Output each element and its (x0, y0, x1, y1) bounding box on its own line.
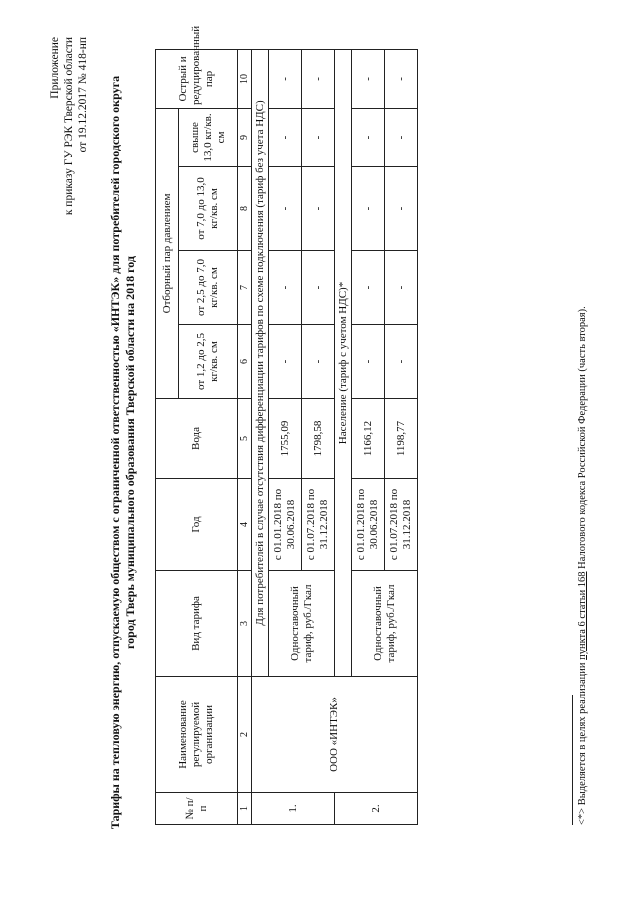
document-title (108, 0, 138, 905)
section-1-num: 1. (252, 793, 335, 825)
water-value: 1198,77 (385, 399, 418, 479)
title-line-1: Тарифы на тепловую энергию, отпускаемую обществом с ограниченной ответственностью «ИНТЭК» для потребителей городского округа (108, 75, 122, 830)
column-numbers-row (238, 49, 252, 824)
footnote-prefix: <*> Выделяется в целях реализации (577, 662, 588, 825)
header-year: Год (156, 479, 238, 571)
period-cell: с 01.07.2018 по 31.12.2018 (302, 479, 335, 571)
period-cell: с 01.01.2018 по 30.06.2018 (352, 479, 385, 571)
header-water: Вода (156, 399, 238, 479)
header-row (156, 49, 179, 824)
steam-2-value: - (269, 251, 302, 325)
period-cell: с 01.01.2018 по 30.06.2018 (269, 479, 302, 571)
period-cell: с 01.07.2018 по 31.12.2018 (385, 479, 418, 571)
sharp-steam-value: - (302, 49, 335, 108)
steam-4-value: - (302, 108, 335, 166)
col-number: 6 (238, 325, 252, 399)
header-sharp-steam: Острый и редуцированный пар (156, 49, 238, 108)
col-number: 3 (238, 571, 252, 677)
section-1-title: Для потребителей в случае отсутствия дифференциации тарифов по схеме подключения (тариф без учета НДС) (252, 49, 269, 676)
col-number: 10 (238, 49, 252, 108)
footnote-link[interactable]: пункта 6 статьи 168 (577, 571, 588, 660)
sharp-steam-value: - (385, 49, 418, 108)
section-2-title: Население (тариф с учетом НДС)* (335, 49, 352, 676)
steam-3-value: - (352, 167, 385, 251)
section-1-tariff-type: Одноставочный тариф, руб./Гкал (269, 571, 335, 677)
section-2-tariff-type: Одноставочный тариф, руб./Гкал (352, 571, 418, 677)
water-value: 1755,09 (269, 399, 302, 479)
header-steam-4: свыше 13,0 кг/кв. см (179, 108, 238, 166)
col-number: 8 (238, 167, 252, 251)
org-name-cell: ООО «ИНТЭК» (252, 677, 418, 793)
header-steam-1: от 1,2 до 2,5 кг/кв. см (179, 325, 238, 399)
title-line-2: город Тверь муниципального образования Тверской области на 2018 год (123, 256, 137, 649)
section-2-num: 2. (335, 793, 418, 825)
steam-1-value: - (385, 325, 418, 399)
steam-3-value: - (302, 167, 335, 251)
appendix-line-3: от 19.12.2017 № 418-нп (77, 37, 89, 153)
footnote (577, 306, 588, 825)
appendix-block (48, 37, 90, 215)
steam-4-value: - (352, 108, 385, 166)
steam-2-value: - (302, 251, 335, 325)
footnote-suffix: Налогового кодекса Российской Федерации (часть вторая). (577, 306, 588, 569)
col-number: 9 (238, 108, 252, 166)
steam-2-value: - (385, 251, 418, 325)
appendix-line-2: к приказу ГУ РЭК Тверской области (63, 37, 75, 216)
steam-3-value: - (385, 167, 418, 251)
steam-4-value: - (269, 108, 302, 166)
header-org: Наименование регулируемой организации (156, 677, 238, 793)
steam-2-value: - (352, 251, 385, 325)
col-number: 1 (238, 793, 252, 825)
steam-1-value: - (352, 325, 385, 399)
sharp-steam-value: - (269, 49, 302, 108)
header-steam-3: от 7,0 до 13,0 кг/кв. см (179, 167, 238, 251)
steam-1-value: - (302, 325, 335, 399)
header-steam-2: от 2,5 до 7,0 кг/кв. см (179, 251, 238, 325)
steam-4-value: - (385, 108, 418, 166)
col-number: 5 (238, 399, 252, 479)
steam-1-value: - (269, 325, 302, 399)
col-number: 7 (238, 251, 252, 325)
water-value: 1798,58 (302, 399, 335, 479)
appendix-line-1: Приложение (49, 37, 61, 99)
col-number: 4 (238, 479, 252, 571)
header-steam-group: Отборный пар давлением (156, 108, 179, 398)
header-tariff-type: Вид тарифа (156, 571, 238, 677)
steam-3-value: - (269, 167, 302, 251)
tariff-table (155, 25, 418, 825)
section-1-title-row (252, 49, 269, 824)
header-num: № п/ п (156, 793, 238, 825)
water-value: 1166,12 (352, 399, 385, 479)
col-number: 2 (238, 677, 252, 793)
footnote-divider (572, 695, 573, 825)
sharp-steam-value: - (352, 49, 385, 108)
